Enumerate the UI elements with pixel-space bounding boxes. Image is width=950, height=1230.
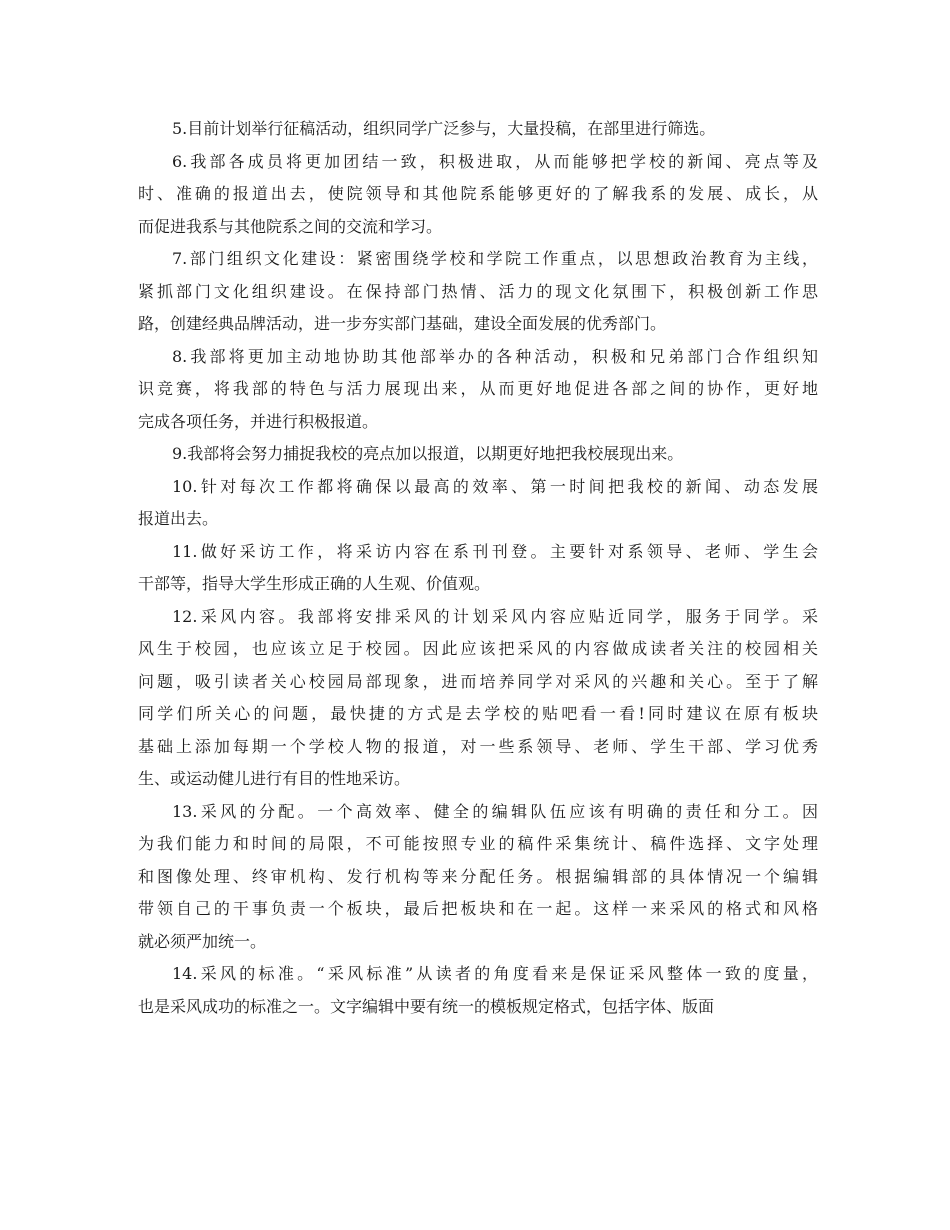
paragraph-line: 干部等，指导大学生形成正确的人生观、价值观。: [138, 574, 491, 593]
paragraph-line: 11.做好采访工作，将采访内容在系刊刊登。主要针对系领导、老师、学生会: [172, 541, 818, 561]
paragraph-line: 13.采风的分配。一个高效率、健全的编辑队伍应该有明确的责任和分工。因: [172, 801, 818, 821]
paragraph-line: 14.采风的标准。“采风标准”从读者的角度看来是保证采风整体一致的度量，: [172, 964, 818, 983]
paragraph-line: 也是采风成功的标准之一。文字编辑中要有统一的模板规定格式，包括字体、版面: [138, 996, 715, 1016]
paragraph-line: 为我们能力和时间的局限，不可能按照专业的稿件采集统计、稿件选择、文字处理: [138, 834, 818, 853]
paragraph: [138, 438, 818, 471]
paragraph: [138, 796, 818, 959]
paragraph-line: 风生于校园，也应该立足于校园。因此应该把采风的内容做成读者关注的校园相关: [138, 639, 818, 658]
paragraph-line: 10.针对每次工作都将确保以最高的效率、第一时间把我校的新闻、动态发展: [172, 476, 818, 496]
paragraph-line: 而促进我系与其他院系之间的交流和学习。: [138, 216, 443, 236]
paragraph-line: 就必须严加统一。: [138, 931, 267, 951]
paragraph-line: 12.采风内容。我部将安排采风的计划采风内容应贴近同学，服务于同学。采: [172, 606, 818, 626]
paragraph-line: 生、或运动健儿进行有目的性地采访。: [138, 769, 411, 788]
paragraph-line: 和图像处理、终审机构、发行机构等来分配任务。根据编辑部的具体情况一个编辑: [138, 866, 818, 886]
paragraph-line: 报道出去。: [138, 509, 219, 528]
paragraph: [138, 341, 818, 439]
paragraph: [138, 146, 818, 244]
paragraph-line: 同学们所关心的问题，最快捷的方式是去学校的贴吧看一看!同时建议在原有板块: [138, 704, 818, 723]
paragraph-line: 7.部门组织文化建设：紧密围绕学校和学院工作重点，以思想政治教育为主线，: [172, 249, 818, 268]
paragraph-line: 完成各项任务，并进行积极报道。: [138, 411, 379, 431]
paragraph-line: 6.我部各成员将更加团结一致，积极进取，从而能够把学校的新闻、亮点等及: [172, 151, 818, 171]
paragraph-line: 基础上添加每期一个学校人物的报道，对一些系领导、老师、学生干部、学习优秀: [138, 736, 818, 756]
paragraph: [138, 113, 818, 146]
paragraph-line: 8.我部将更加主动地协助其他部举办的各种活动，积极和兄弟部门合作组织知: [172, 346, 818, 366]
paragraph: [138, 958, 818, 1023]
paragraph-line: 5.目前计划举行征稿活动，组织同学广泛参与，大量投稿，在部里进行筛选。: [172, 119, 716, 138]
paragraph: [138, 243, 818, 341]
paragraph: [138, 601, 818, 796]
paragraph: [138, 536, 818, 601]
paragraph-line: 问题，吸引读者关心校园局部现象，进而培养同学对采风的兴趣和关心。至于了解: [138, 671, 818, 691]
paragraph-line: 带领自己的干事负责一个板块，最后把板块和在一起。这样一来采风的格式和风格: [138, 899, 818, 918]
paragraph-line: 路，创建经典品牌活动，进一步夯实部门基础，建设全面发展的优秀部门。: [138, 314, 667, 333]
paragraph-line: 紧抓部门文化组织建设。在保持部门热情、活力的现文化氛围下，积极创新工作思: [138, 281, 818, 301]
paragraph-line: 时、准确的报道出去，使院领导和其他院系能够更好的了解我系的发展、成长，从: [138, 184, 818, 203]
paragraph-line: 9.我部将会努力捕捉我校的亮点加以报道，以期更好地把我校展现出来。: [172, 444, 684, 463]
paragraph: [138, 471, 818, 536]
paragraph-line: 识竞赛，将我部的特色与活力展现出来，从而更好地促进各部之间的协作，更好地: [138, 379, 818, 398]
document-body: [138, 113, 818, 1023]
